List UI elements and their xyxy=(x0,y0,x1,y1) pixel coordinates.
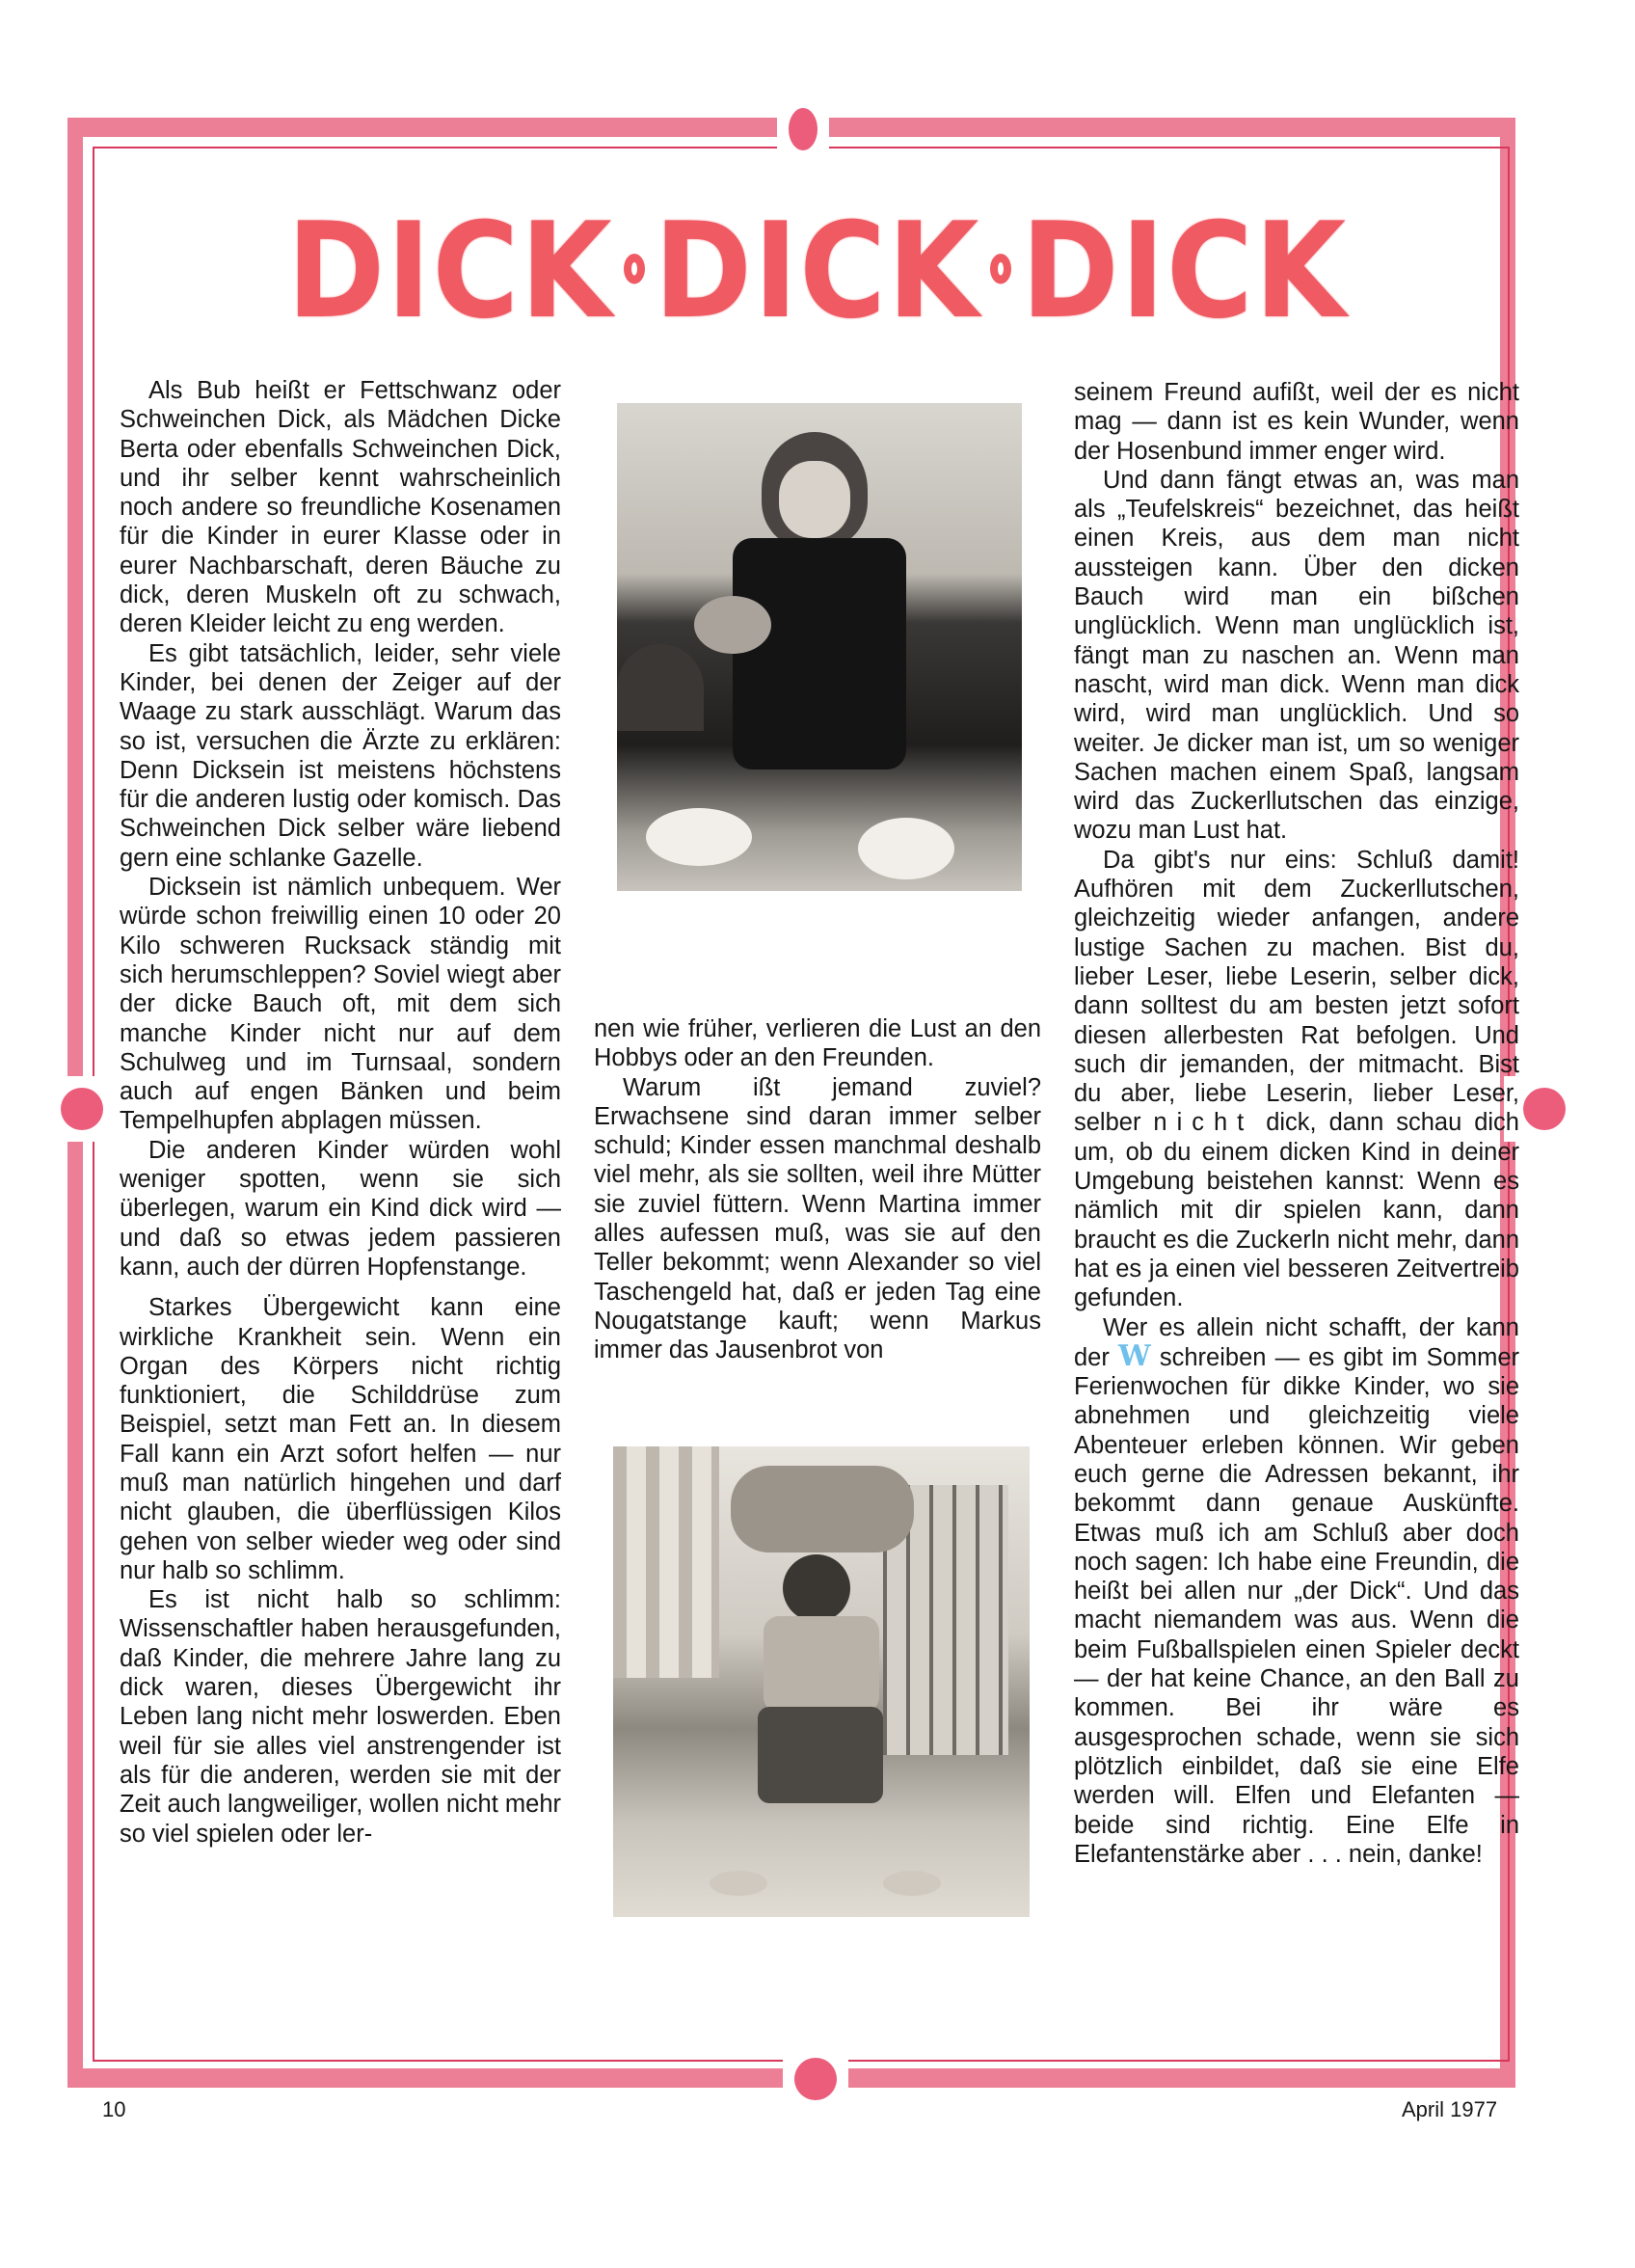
paragraph-text: Da gibt's nur eins: Schluß damit! Aufhören mit dem Zuckerllutschen, gleichzeitig wieder anfangen, andere lustige Sachen zu machen. Bist du, lieber Leser, liebe Leserin, selber dick, dann solltest du am besten jetzt sofort diesen allerbesten Rat befolgen. Und such dir jemanden, der mitmacht. Bist du aber, liebe Leserin, lieber Leser, selber xyxy=(1074,846,1519,1137)
photo-slipper-left xyxy=(646,808,752,866)
ornament-dot-left xyxy=(61,1088,103,1130)
photo-stuffed-dog xyxy=(694,596,771,654)
ornament-dot-right xyxy=(1523,1088,1566,1130)
photo-wall-columns xyxy=(613,1446,719,1678)
title-separator-icon xyxy=(990,254,1011,284)
photo-girl-face xyxy=(779,461,850,538)
article-column-right xyxy=(1074,378,1519,1869)
ornament-dot-top xyxy=(789,108,818,150)
photo-girl-on-chair xyxy=(617,403,1022,891)
paragraph: Als Bub heißt er Fettschwanz oder Schweinchen Dick, als Mädchen Dicke Berta oder ebenfalls Schweinchen Dick, und ihr selber kennt wahrscheinlich noch andere so freundliche Kosenamen für die Kinder in eurer Klasse oder in eurer Nachbarschaft, deren Bäuche zu dick, deren Muskeln oft zu schwach, deren Kleider leicht zu eng werden. xyxy=(120,377,561,638)
paragraph-text: Wer es allein nicht schafft, der kann der xyxy=(1074,1313,1519,1371)
paragraph: Es ist nicht halb so schlimm: Wissenschaftler haben herausgefunden, daß Kinder, die mehrere Jahre lang zu dick waren, dieses Übergewicht ihr Leben lang nicht mehr loswerden. Eben weil für sie alles viel anstrengender ist als für die anderen, werden sie mit der Zeit auch langweiliger, wollen nicht mehr so viel spielen oder ler- xyxy=(120,1586,561,1848)
paragraph-text: dick, dann schau dich um, ob du einem dicken Kind in deiner Umgebung beistehen kannst: Wenn es nämlich mit dir spielen kann, dann braucht es die Zuckerln nicht mehr, dann hat es ja einen viel besseren Zeitvertreib gefunden. xyxy=(1074,1109,1519,1312)
article-column-middle xyxy=(594,1014,1041,1365)
title-word: DICK xyxy=(1021,194,1349,348)
paragraph: Die anderen Kinder würden wohl weniger spotten, wenn sie sich überlegen, warum ein Kind dick wird — und daß so etwas jedem passieren kann, auch der dürren Hopfenstange. xyxy=(120,1136,561,1281)
paragraph: seinem Freund aufißt, weil der es nicht mag — dann ist es kein Wunder, wenn der Hosenbund immer enger wird. xyxy=(1074,379,1519,465)
paragraph: Es gibt tatsächlich, leider, sehr viele Kinder, bei denen der Zeiger auf der Waage zu stark ausschlägt. Warum das so ist, versuchen die Ärzte zu erklären: Denn Dicksein ist meistens höchstens für die anderen lustig oder komisch. Das Schweinchen Dick selber wäre liebend gern eine schlanke Gazelle. xyxy=(120,639,561,872)
title-word: DICK xyxy=(654,194,981,348)
ornament-dot-bottom xyxy=(794,2058,837,2100)
paragraph: Und dann fängt etwas an, was man als „Teufelskreis“ bezeichnet, das heißt einen Kreis, aus dem man nicht aussteigen kann. Über den dicken Bauch wird man ein bißchen unglücklich. Wenn man unglücklich ist, fängt man zu naschen an. Wenn man nascht, wird man dick. Wenn man dick wird, wird man unglücklich. Und so weiter. Je dicker man ist, um so weniger Sachen machen einem Spaß, langsam wird das Zuckerllutschen das einzige, wozu man Lust hat. xyxy=(1074,466,1519,845)
paragraph xyxy=(1074,1313,1519,1870)
photo-slipper-right xyxy=(858,818,954,879)
emphasis-text: nicht xyxy=(1153,1109,1254,1137)
photo-boy-shorts xyxy=(758,1707,883,1803)
paragraph: Dicksein ist nämlich unbequem. Wer würde schon freiwillig einen 10 oder 20 Kilo schweren Rucksack ständig mit sich herumschleppen? Soviel wiegt aber der dicke Bauch oft, mit dem sich manche Kinder nicht nur auf dem Schulweg und im Turnsaal, sondern auch auf engen Bänken und beim Tempelhupfen abplagen müssen. xyxy=(120,874,561,1135)
paragraph: nen wie früher, verlieren die Lust an den Hobbys oder an den Freunden. xyxy=(594,1015,1041,1072)
article-column-left xyxy=(120,376,561,1849)
title-separator-icon xyxy=(624,254,645,284)
paragraph-text: schreiben — es gibt im Sommer Ferienwochen für dikke Kinder, wo sie abnehmen und gleichzeitig viele Abenteuer erleben können. Wir geben euch gerne die Adressen bekannt, ihr bekommt dann genaue Auskünfte. Etwas muß ich am Schluß aber doch noch sagen: Ich habe eine Freundin, die heißt bei allen nur „der Dick“. Und das macht niemandem was aus. Wenn die beim Fußballspielen einen Spieler deckt — der hat keine Chance, an den Ball zu kommen. Bei ihr wäre es ausgesprochen schade, wenn sie sich plötzlich einbildet, daß sie eine Elfe werden will. Elfen und Elefanten — beide sind richtig. Eine Elfe in Elefantenstärke aber . . . nein, danke! xyxy=(1074,1343,1519,1868)
photo-boy-head xyxy=(783,1554,850,1622)
photo-tire xyxy=(731,1466,914,1552)
photo-boy-shoe-right xyxy=(883,1871,941,1896)
photo-boy-shirt xyxy=(764,1616,879,1713)
issue-date: April 1977 xyxy=(1402,2097,1498,2121)
paragraph xyxy=(1074,846,1519,1313)
magazine-logo-icon: W xyxy=(1118,1338,1151,1373)
page-number: 10 xyxy=(102,2097,126,2121)
title-word: DICK xyxy=(286,194,614,348)
paragraph: Starkes Übergewicht kann eine wirkliche Krankheit sein. Wenn ein Organ des Körpers nicht richtig funktioniert, die Schilddrüse zum Beispiel, setzt man Fett an. In diesem Fall kann ein Arzt sofort helfen — nur muß man natürlich hingehen und darf nicht glauben, die überflüssigen Kilos gehen von selber wieder weg oder sind nur halb so schlimm. xyxy=(120,1294,561,1584)
photo-boy-with-tire xyxy=(613,1446,1030,1917)
photo-boy-shoe-left xyxy=(710,1871,767,1896)
paragraph: Warum ißt jemand zuviel? Erwachsene sind daran immer selber schuld; Kinder essen manchmal deshalb viel mehr, als sie sollten, weil ihre Mütter sie zuviel füttern. Wenn Martina immer alles aufessen muß, was sie auf den Teller bekommt; wenn Alexander so viel Taschengeld hat, daß er jeden Tag eine Nougatstange kauft; wenn Markus immer das Jausenbrot von xyxy=(594,1073,1041,1364)
page-title xyxy=(0,194,1635,347)
photo-girl-dress xyxy=(733,538,906,770)
photo-stool xyxy=(617,644,704,731)
